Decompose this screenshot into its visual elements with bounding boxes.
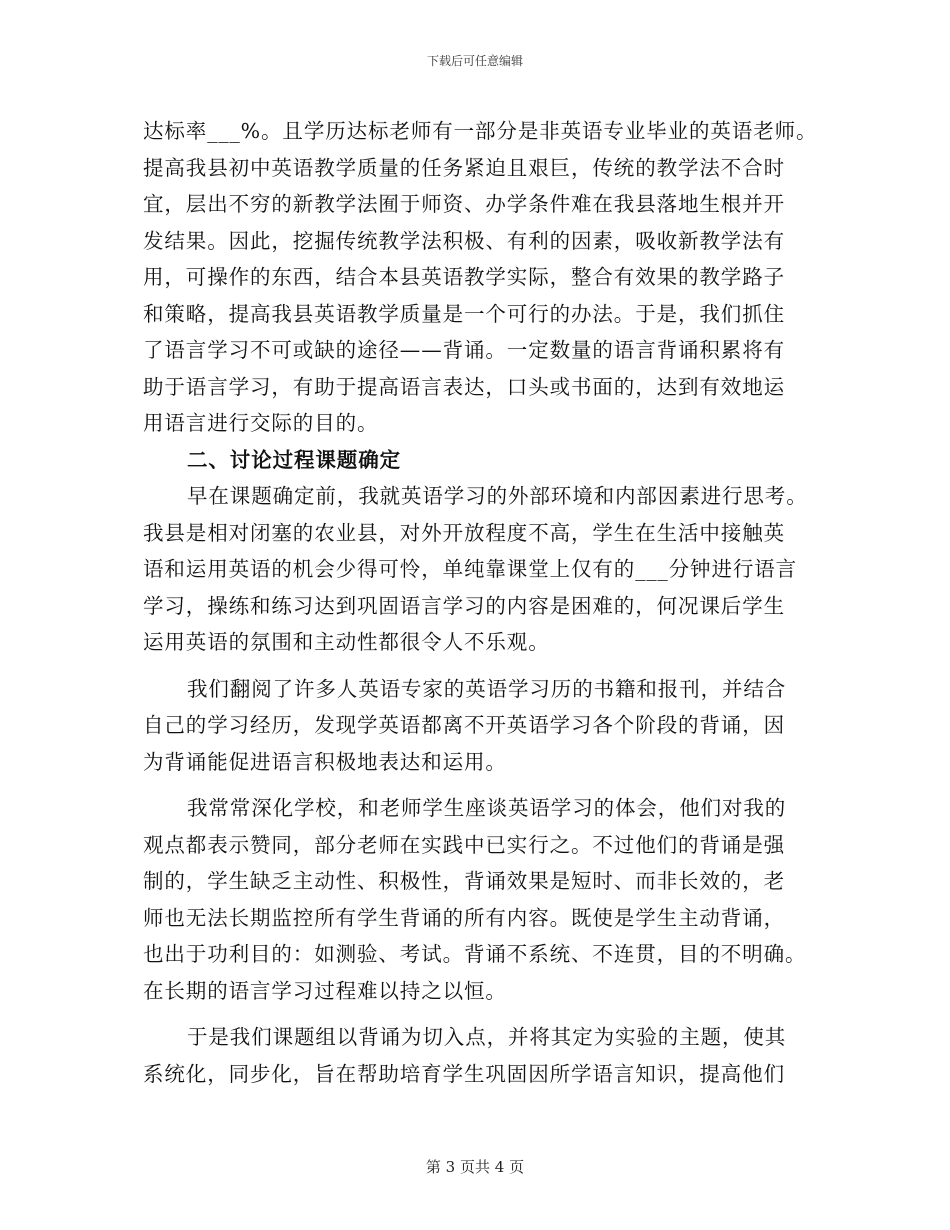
paragraph-gap <box>143 780 805 790</box>
page-header: 下载后可任意编辑 <box>426 54 523 68</box>
paragraph-first-line: 于是我们课题组以背诵为切入点，并将其定为实验的主题，使其 <box>187 1025 787 1049</box>
text-line: 自己的学习经历，发现学英语都离不开英语学习各个阶段的背诵，因 <box>143 713 785 737</box>
paragraph-gap <box>143 661 805 671</box>
text-line: 运用英语的氛围和主动性都很令人不乐观。 <box>143 630 550 654</box>
text-line: 我县是相对闭塞的农业县，对外开放程度不高，学生在生活中接触英 <box>143 520 785 545</box>
page-footer: 第 3 页共 4 页 <box>425 1158 525 1176</box>
text-line: 发结果。因此，挖掘传统教学法积极、有利的因素，吸收新教学法有 <box>143 228 785 253</box>
text-line: 提高我县初中英语教学质量的任务紧迫且艰巨，传统的教学法不合时 <box>143 155 785 180</box>
text-line: 观点都表示赞同，部分老师在实践中已实行之。不过他们的背诵是强 <box>143 832 785 857</box>
text-line: 了语言学习不可或缺的途径——背诵。一定数量的语言背诵积累将有 <box>143 338 785 362</box>
text-line: 为背诵能促进语言积极地表达和运用。 <box>143 749 507 774</box>
paragraph-gap <box>143 1009 805 1019</box>
text-line: 助于语言学习，有助于提高语言表达，口头或书面的，达到有效地运 <box>143 374 785 399</box>
text-line: 用，可操作的东西，结合本县英语教学实际，整合有效果的教学路子 <box>143 265 785 289</box>
text-line: 学习，操练和练习达到巩固语言学习的内容是困难的，何况课后学生 <box>143 593 785 618</box>
text-line: 师也无法长期监控所有学生背诵的所有内容。既使是学生主动背诵， <box>143 905 785 930</box>
text-line: 制的，学生缺乏主动性、积极性，背诵效果是短时、而非长效的，老 <box>143 869 785 893</box>
text-line: 在长期的语言学习过程难以持之以恒。 <box>143 978 507 1003</box>
text-line: 语和运用英语的机会少得可怜，单纯靠课堂上仅有的___分钟进行语言 <box>143 557 798 581</box>
paragraph-first-line: 早在课题确定前，我就英语学习的外部环境和内部因素进行思考。 <box>187 484 808 508</box>
text-line: 达标率___%。且学历达标老师有一部分是非英语专业毕业的英语老师。 <box>143 119 818 143</box>
text-line: 系统化，同步化，旨在帮助培育学生巩固因所学语言知识，提高他们 <box>143 1061 785 1086</box>
section-heading: 二、讨论过程课题确定 <box>187 447 401 472</box>
text-line: 和策略，提高我县英语教学质量是一个可行的办法。于是，我们抓住 <box>143 301 785 326</box>
paragraph-first-line: 我们翻阅了许多人英语专家的英语学习历的书籍和报刊，并结合 <box>187 676 787 701</box>
document-body <box>143 113 818 1092</box>
text-line: 也出于功利目的：如测验、考试。背诵不系统、不连贯，目的不明确。 <box>143 942 807 966</box>
paragraph-first-line: 我常常深化学校，和老师学生座谈英语学习的体会，他们对我的 <box>187 796 787 820</box>
text-line: 宜，层出不穷的新教学法囿于师资、办学条件难在我县落地生根并开 <box>143 192 785 216</box>
text-line: 用语言进行交际的目的。 <box>143 411 379 435</box>
